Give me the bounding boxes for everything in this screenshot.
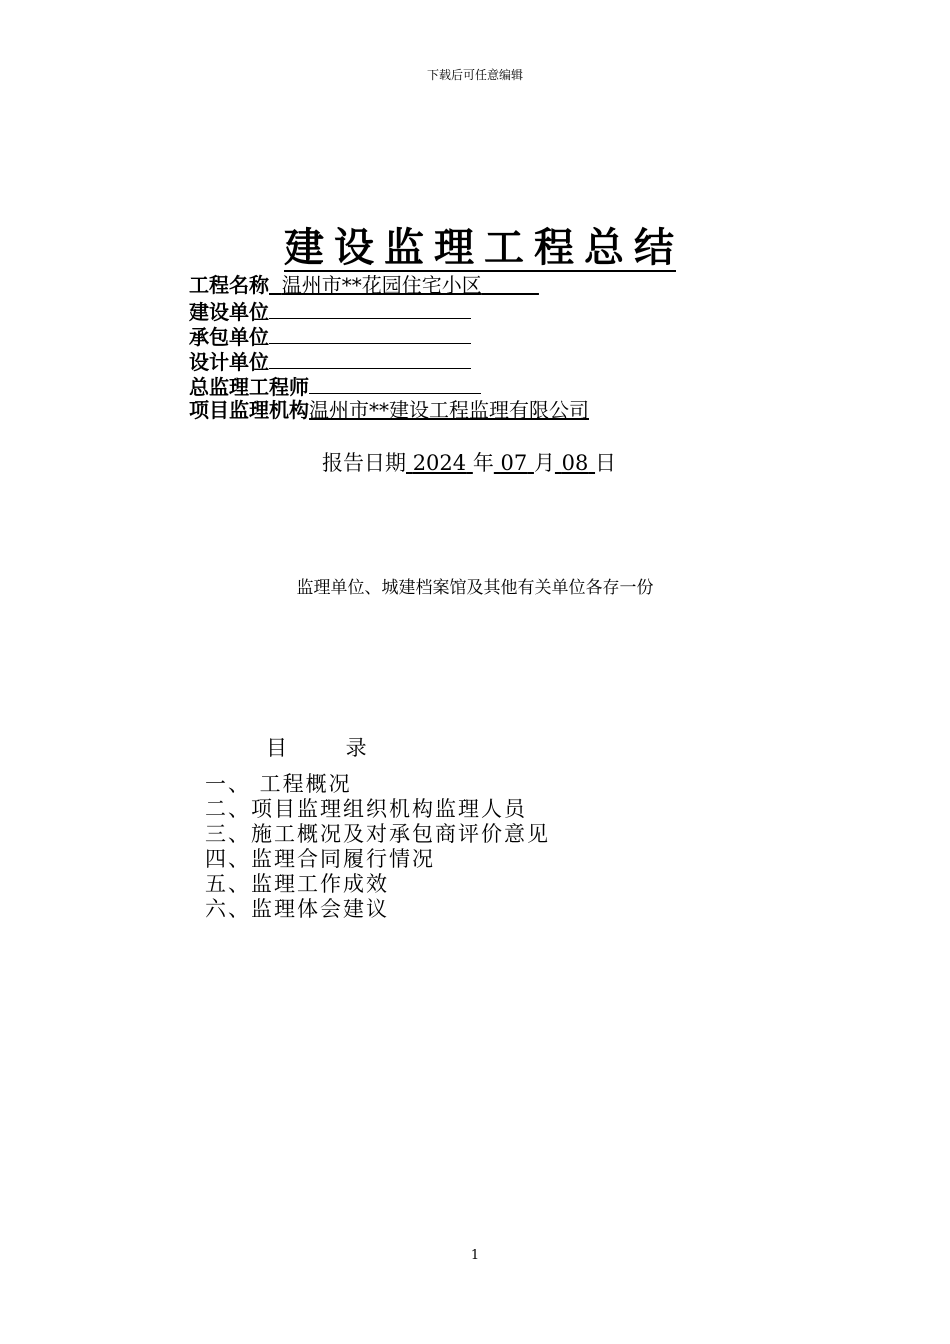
design-unit-label: 设计单位 (189, 350, 269, 374)
toc-item: 五、监理工作成效 (205, 872, 389, 896)
toc-item: 三、施工概况及对承包商评价意见 (205, 822, 550, 846)
supervision-org-value: 温州市**建设工程监理有限公司 (309, 398, 589, 422)
design-unit-blank (269, 348, 471, 369)
page-number: 1 (470, 1248, 480, 1263)
project-name-row (189, 273, 539, 297)
report-month: 07 (500, 451, 528, 475)
report-date (322, 447, 616, 477)
distribution-note: 监理单位、城建档案馆及其他有关单位各存一份 (296, 578, 654, 598)
report-date-label: 报告日期 (322, 451, 406, 475)
supervision-org-row (189, 398, 589, 422)
month-unit: 月 (533, 451, 555, 475)
toc-item: 四、监理合同履行情况 (205, 847, 435, 871)
toc-title: 目 录 (266, 736, 393, 760)
toc-item: 二、项目监理组织机构监理人员 (205, 797, 527, 821)
project-name-value: 温州市**花园住宅小区 (281, 273, 482, 297)
construction-unit-label: 建设单位 (189, 300, 269, 324)
report-year: 2024 (412, 451, 467, 475)
chief-engineer-blank (309, 373, 481, 394)
table-of-contents (205, 772, 550, 922)
header-note: 下载后可任意编辑 (426, 68, 523, 82)
day-unit: 日 (595, 451, 617, 475)
toc-item: 一、 工程概况 (205, 772, 352, 796)
year-unit: 年 (472, 451, 494, 475)
toc-item: 六、监理体会建议 (205, 897, 389, 921)
document-title: 建设监理工程总结 (284, 225, 684, 271)
contractor-row (189, 323, 471, 349)
report-day: 08 (561, 451, 589, 475)
supervision-org-label: 项目监理机构 (189, 398, 309, 422)
chief-engineer-label: 总监理工程师 (189, 375, 309, 399)
chief-engineer-row (189, 373, 481, 399)
construction-unit-row (189, 298, 471, 324)
project-name-label: 工程名称 (189, 273, 269, 297)
contractor-label: 承包单位 (189, 325, 269, 349)
contractor-blank (269, 323, 471, 344)
design-unit-row (189, 348, 471, 374)
construction-unit-blank (269, 298, 471, 319)
